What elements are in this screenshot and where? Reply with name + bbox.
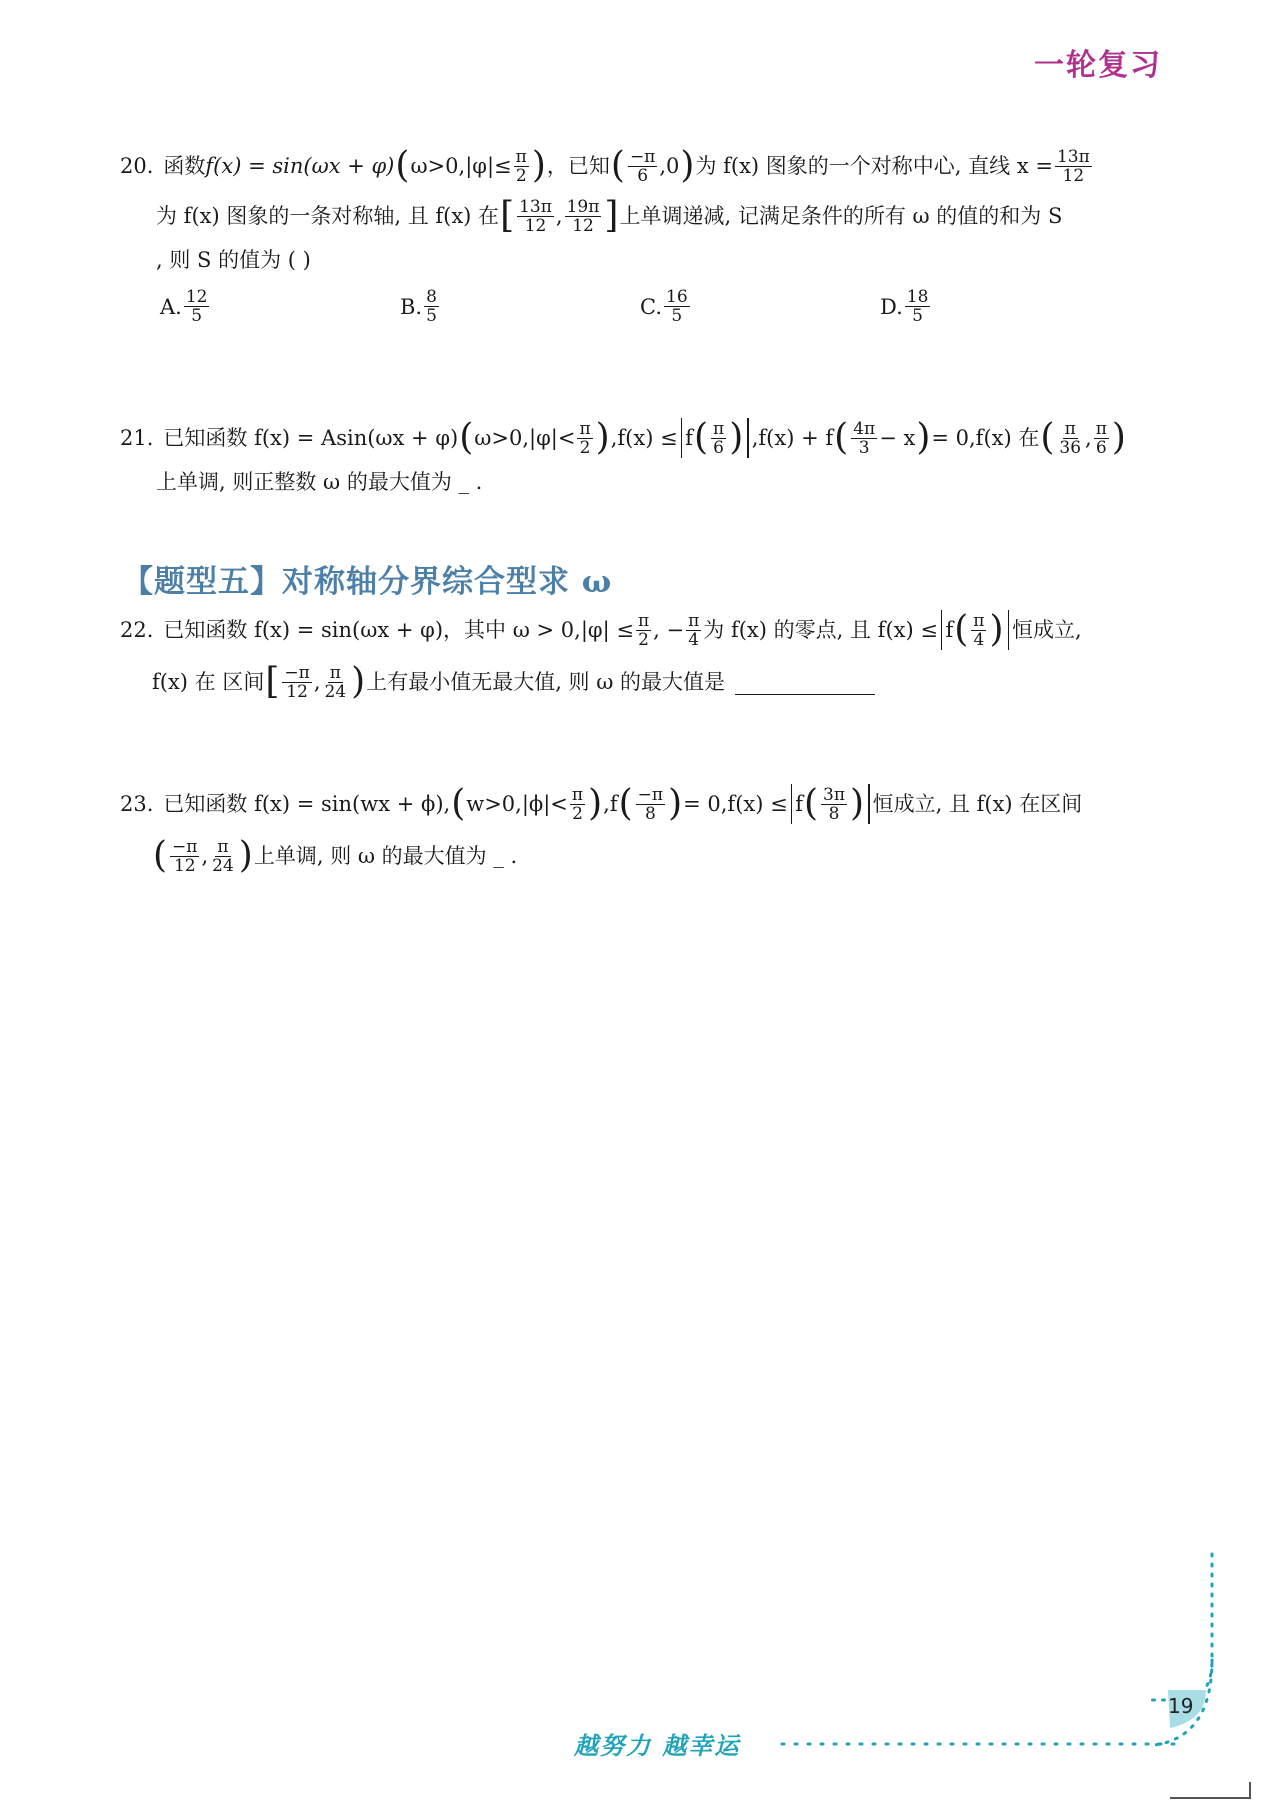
q21-line-2 <box>156 462 482 502</box>
q21-number: 21. <box>120 426 154 450</box>
q23-line-2: ( $\frac{-\pi}{12}$ , $\frac{\pi}{24}$ ) 上单调, 则 ω 的最大值为 _ . <box>153 835 518 876</box>
header-tag: 一轮复习 <box>1034 48 1162 83</box>
q20-choice-c: C. $\frac{16}{5}$ <box>640 287 688 326</box>
footer-decoration <box>1150 1550 1270 1770</box>
frac: $\frac{19\pi}{12}$ <box>566 196 600 236</box>
footer-dotted-line <box>780 1738 1180 1750</box>
q20-choice-d: D. $\frac{18}{5}$ <box>880 287 929 326</box>
q21-text: 已知函数 f(x) = Asin(ωx + φ) <box>163 426 459 450</box>
q20-line-1 <box>120 146 1094 186</box>
bracket: ] <box>604 195 619 236</box>
footer-motto: 越努力 越幸运 <box>574 1732 741 1760</box>
frac: $\frac{\pi}{2}$ <box>515 146 527 186</box>
q23-text: = 0,f(x) ≤ <box>683 792 788 816</box>
q21-text: f <box>685 426 693 450</box>
page-number: 19 <box>1168 1694 1194 1718</box>
paren: ( <box>395 145 410 186</box>
q20-choice-b: B. $\frac{8}{5}$ <box>400 287 437 326</box>
q22-text: 上有最小值无最大值, 则 ω 的最大值是 <box>366 670 726 694</box>
q22-text: 为 f(x) 的零点, 且 f(x) ≤ <box>703 618 938 642</box>
q23-line-1: 23. 已知函数 f(x) = sin(wx + ϕ), ( w>0,|ϕ|< $\frac{\pi}{2}$ ) ,f ( $\frac{-\pi}{8}$ ) = 0,f(x) ≤ f ( $\frac{3\pi}{8}$ ) 恒成立, 且 f(x) 在区间 <box>120 783 1083 824</box>
q22-text: , − <box>653 618 685 642</box>
q23-text: 已知函数 f(x) = sin(wx + ϕ), <box>163 792 451 816</box>
q21-text: 上单调, 则正整数 ω 的最大值为 _ . <box>156 470 483 494</box>
frac: $\frac{13\pi}{12}$ <box>1056 146 1090 186</box>
q20-text: 为 f(x) 图象的一个对称中心, 直线 x = <box>695 154 1053 178</box>
section-title: 【题型五】对称轴分界综合型求 ω <box>122 564 613 600</box>
q20-line-2 <box>156 196 1062 236</box>
q22-line-1: 22. 已知函数 f(x) = sin(ωx + φ)，其中 ω > 0,|φ| ≤ $\frac{\pi}{2}$ , − $\frac{\pi}{4}$ 为 f(x) 的零点, 且 f(x) ≤ f ( $\frac{\pi}{4}$ ) 恒成立, <box>120 609 1082 650</box>
q22-text: f(x) 在 区间 <box>152 670 265 694</box>
paren: ) <box>680 145 695 186</box>
frac: $\frac{13\pi}{12}$ <box>519 196 552 236</box>
q22-text: 恒成立, <box>1012 618 1082 642</box>
q21-text: ,f(x) ≤ <box>610 426 678 450</box>
q20-text: ，已知 <box>546 154 610 178</box>
q21-line-1: 21. 已知函数 f(x) = Asin(ωx + φ) ( ω>0,|φ|< $\frac{\pi}{2}$ ) ,f(x) ≤ f ( $\frac{\pi}{6}$ ) ,f(x) + f ( $\frac{4\pi}{3}$ − x ) = 0,f(x) 在 ( $\frac{\pi}{36}$ , $\frac{\pi}{6}$ ) <box>120 417 1126 458</box>
q23-number: 23. <box>120 792 154 816</box>
q20-text: 函数 <box>163 154 206 178</box>
q20-choice-a: A. $\frac{12}{5}$ <box>160 287 208 326</box>
q21-text: ω>0,|φ|< <box>474 426 576 450</box>
q23-text: 上单调, 则 ω 的最大值为 _ . <box>253 844 518 868</box>
q21-text: = 0,f(x) 在 <box>931 426 1040 450</box>
q20-text: ,0 <box>659 154 680 178</box>
q20-line-3 <box>156 240 311 280</box>
answer-blank <box>735 670 875 695</box>
q22-number: 22. <box>120 618 154 642</box>
q23-text: 恒成立, 且 f(x) 在区间 <box>872 792 1083 816</box>
q20-cond: ω>0,|φ|≤ <box>410 154 512 178</box>
q21-text: − x <box>879 426 916 450</box>
q22-line-2: f(x) 在 区间 [ $\frac{-\pi}{12}$ , $\frac{\pi}{24}$ ) 上有最小值无最大值, 则 ω 的最大值是 <box>152 662 875 702</box>
q20-text: , 则 S 的值为 ( ) <box>156 248 311 272</box>
page-edge-bracket <box>1166 1778 1256 1804</box>
frac: $\frac{-\pi}{6}$ <box>629 146 656 186</box>
q23-text: ,f <box>603 792 618 816</box>
q23-text: w>0,|ϕ|< <box>466 792 568 816</box>
comma: , <box>555 204 563 228</box>
q20-text: 为 f(x) 图象的一条对称轴, 且 f(x) 在 <box>156 204 500 228</box>
q20-func: f(x) = sin(ωx + φ) <box>205 154 395 178</box>
q20-number: 20. <box>120 154 154 178</box>
q22-text: 已知函数 f(x) = sin(ωx + φ)，其中 ω > 0,|φ| ≤ <box>163 618 634 642</box>
paren: ( <box>610 145 625 186</box>
q20-text: 上单调递减, 记满足条件的所有 ω 的值的和为 S <box>619 204 1063 228</box>
q21-text: ,f(x) + f <box>751 426 834 450</box>
bracket: [ <box>500 195 515 236</box>
paren: ) <box>531 145 546 186</box>
